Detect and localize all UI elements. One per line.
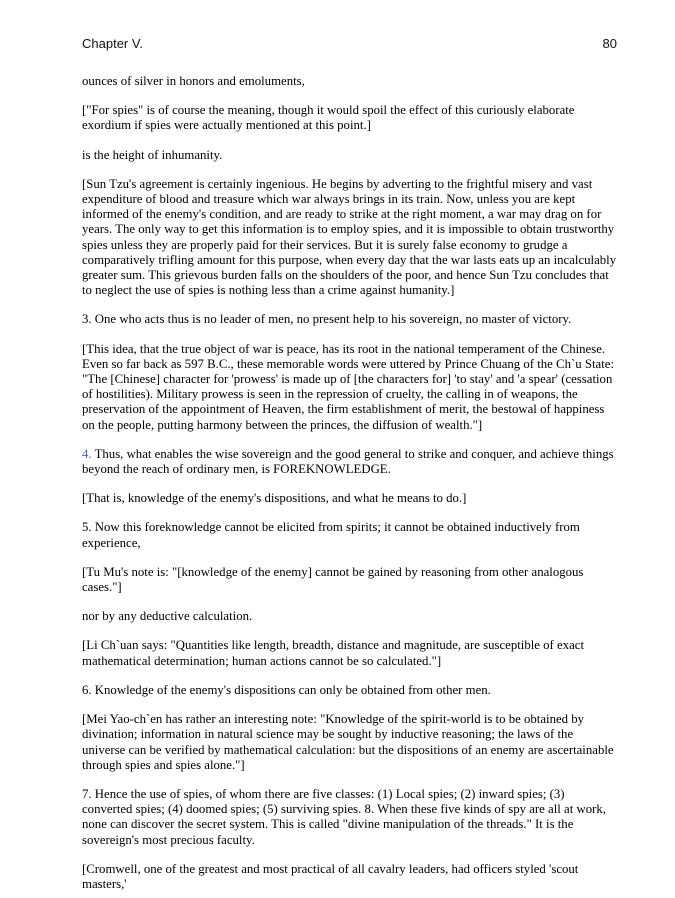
paragraph-text: Thus, what enables the wise sovereign and the good general to strike and conquer, and achieve things beyond the reach of ordinary men, is FOREKNOWLEDGE. [82, 446, 614, 477]
paragraph [82, 447, 618, 477]
paragraph-annotation: [Cromwell, one of the greatest and most practical of all cavalry leaders, had officers styled 'scout masters,' [82, 861, 579, 891]
document-body [82, 74, 618, 892]
paragraph-annotation: [That is, knowledge of the enemy's dispositions, and what he means to do.] [82, 491, 467, 506]
chapter-title: Chapter V. [82, 36, 143, 51]
paragraph: 5. Now this foreknowledge cannot be elicited from spirits; it cannot be obtained inductively from experience, [82, 520, 580, 550]
paragraph-annotation: [This idea, that the true object of war is peace, has its root in the national temperament of the Chinese. Even so far back as 597 B.C., these memorable words were uttered by Prince Chuang of the Ch`u State: "The [Chinese] character for 'prowess' is made up of [the characters for] 'to stay' and 'a spear' (cessation of hostilities). Military prowess is seen in the repression of cruelty, the calling in of weapons, the preservation of the appointment of Heaven, the firm establishment of merit, the bestowal of happiness on the people, putting harmony between the princes, the diffusion of wealth."] [82, 341, 614, 432]
paragraph-annotation: ["For spies" is of course the meaning, though it would spoil the effect of this curiously elaborate exordium if spies were actually mentioned at this point.] [82, 103, 575, 133]
paragraph-number-highlighted: 4. [82, 446, 92, 461]
paragraph-annotation: [Li Ch`uan says: "Quantities like length, breadth, distance and magnitude, are susceptible of exact mathematical determination; human actions cannot be so calculated."] [82, 638, 585, 668]
paragraph: 3. One who acts thus is no leader of men, no present help to his sovereign, no master of victory. [82, 312, 572, 327]
paragraph: ounces of silver in honors and emoluments, [82, 74, 305, 88]
paragraph-annotation: [Tu Mu's note is: "[knowledge of the enemy] cannot be gained by reasoning from other analogous cases."] [82, 564, 584, 595]
page-number: 80 [602, 36, 617, 51]
paragraph-annotation: [Sun Tzu's agreement is certainly ingenious. He begins by adverting to the frightful misery and vast expenditure of blood and treasure which war always brings in its train. Now, unless you are kept informed of the enemy's condition, and are ready to strike at the right moment, a war may drag on for years. The only way to get this information is to employ spies, and it is impossible to obtain trustworthy spies unless they are properly paid for their services. But it is surely false economy to grudge a comparatively trifling amount for this purpose, when every day that the war lasts eats up an incalculably greater sum. This grievous burden falls on the shoulders of the poor, and hence Sun Tzu concludes that to neglect the use of spies is nothing less than a crime against humanity.] [82, 176, 617, 298]
paragraph-annotation: [Mei Yao-ch`en has rather an interesting note: "Knowledge of the spirit-world is to be obtained by divination; information in natural science may be sought by inductive reasoning; the laws of the universe can be verified by mathematical calculation: but the dispositions of an enemy are ascertainable through spies and spies alone."] [82, 712, 614, 772]
page-header [82, 36, 617, 51]
paragraph: 6. Knowledge of the enemy's dispositions can only be obtained from other men. [82, 682, 491, 697]
paragraph: nor by any deductive calculation. [82, 609, 253, 624]
paragraph: is the height of inhumanity. [82, 147, 223, 162]
paragraph: 7. Hence the use of spies, of whom there are five classes: (1) Local spies; (2) inward spies; (3) converted spies; (4) doomed spies; (5) surviving spies. 8. When these five kinds of spy are all at work, none can discover the secret system. This is called "divine manipulation of the threads." It is the sovereign's most precious faculty. [82, 786, 606, 847]
